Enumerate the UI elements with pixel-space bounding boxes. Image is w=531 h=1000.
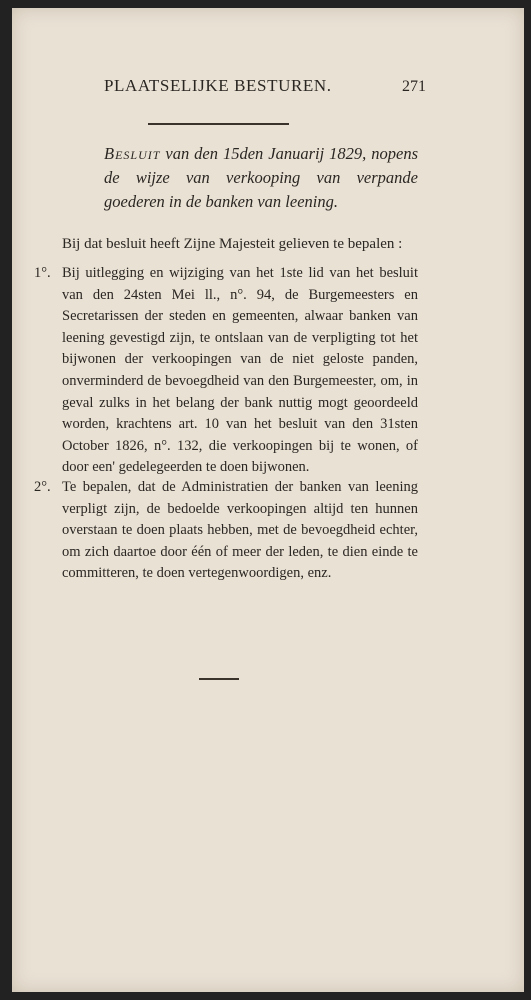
- decree-title-lead: Besluit: [104, 144, 161, 163]
- running-head: PLAATSELIJKE BESTUREN.: [104, 76, 332, 95]
- end-rule: [199, 678, 239, 680]
- decree-title-rest: van den 15den Januarij 1829, nopens de wijze van verkooping van verpande goederen in de banken van leening.: [104, 144, 418, 211]
- item-number: 2°.: [34, 479, 51, 495]
- header-rule: [148, 123, 289, 125]
- item-text: Bij uitlegging en wijziging van het 1ste lid van het besluit van den 24sten Mei ll., n°. 94, de Burgemeesters en Secretarissen der steden en gemeenten, alwaar banken van leening gevestigd zijn, te ontslaan van de verpligting tot het bijwonen der verkoopingen van de niet geloste panden, onverminderd de bevoegdheid van den Burgemeester, om, in geval zulks in het belang der bank nuttig mogt geoordeeld worden, krachtens art. 10 van het besluit van den 31sten October 1826, n°. 132, die verkoopingen bij te wonen, of door een' gedelegeerden te doen bijwonen.: [62, 265, 418, 476]
- list-item: [34, 477, 418, 585]
- decree-title: [104, 142, 418, 214]
- item-text: Te bepalen, dat de Administratien der banken van leening verpligt zijn, de bedoelde verkoopingen altijd ten hunnen overstaan te doen plaats hebben, met de bevoegdheid echter, om zich daartoe door één of meer der leden, te dien einde te committeren, te doen vertegenwoordigen, enz.: [62, 479, 418, 582]
- page-header: [104, 76, 426, 100]
- intro-paragraph: Bij dat besluit heeft Zijne Majesteit gelieven te bepalen :: [62, 236, 403, 252]
- page-number: 271: [402, 78, 426, 95]
- item-number: 1°.: [34, 265, 51, 281]
- list-item: [34, 263, 418, 479]
